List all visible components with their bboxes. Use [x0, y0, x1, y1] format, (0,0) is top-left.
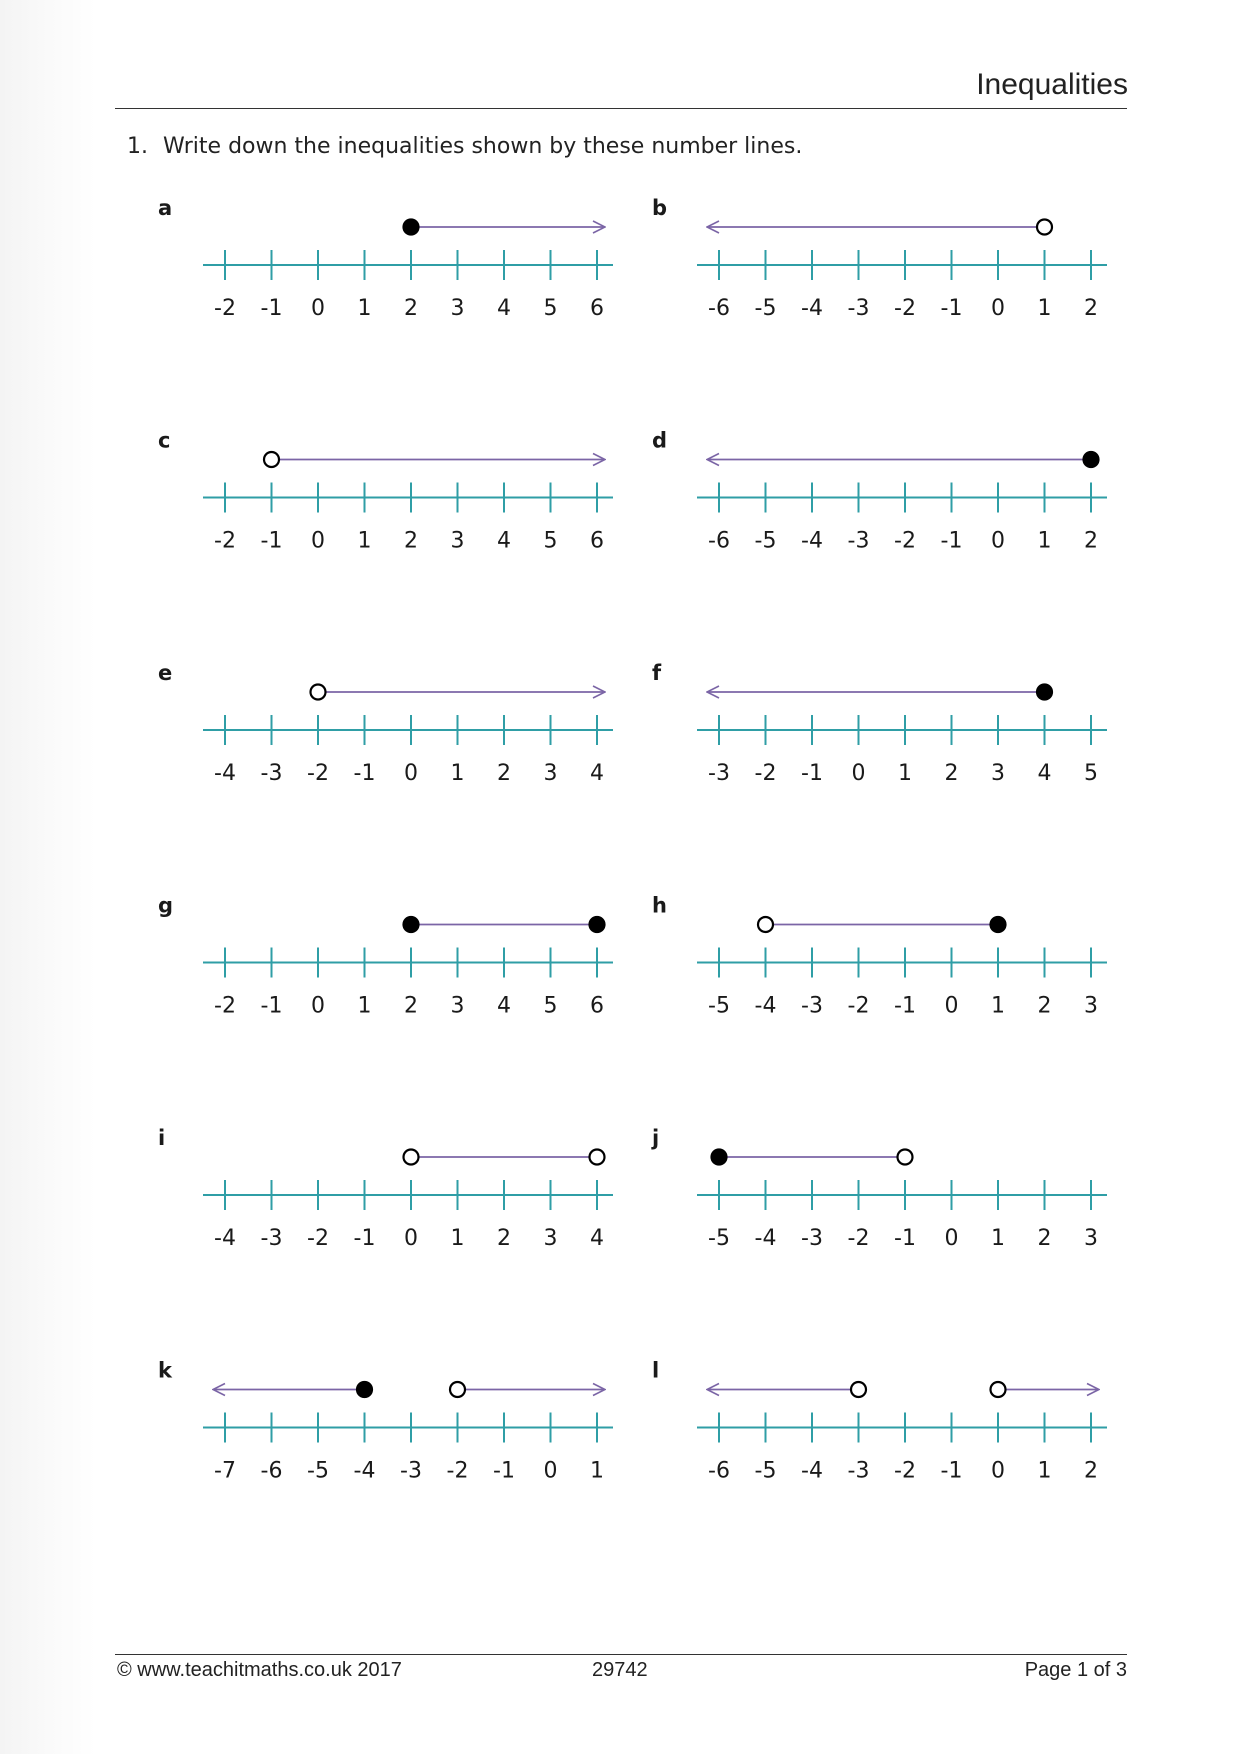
number-line-f: [652, 661, 1107, 786]
number-line-label: l: [652, 1358, 660, 1383]
closed-endpoint: [991, 917, 1006, 932]
tick-label: -2: [894, 1458, 916, 1484]
tick-label: 1: [450, 761, 465, 786]
footer-rule: [115, 1654, 1127, 1655]
tick-label: 4: [497, 993, 511, 1019]
tick-label: 3: [543, 1226, 558, 1251]
tick-label: -3: [847, 528, 870, 554]
tick-label: 0: [991, 528, 1005, 554]
closed-endpoint: [1037, 685, 1052, 700]
open-endpoint: [851, 1382, 866, 1397]
tick-label: -6: [708, 1458, 730, 1484]
tick-label: -7: [214, 1458, 236, 1484]
tick-label: -3: [260, 1226, 283, 1251]
tick-label: 1: [1037, 528, 1052, 554]
closed-endpoint: [357, 1382, 372, 1397]
tick-label: -4: [801, 296, 823, 321]
tick-label: -1: [940, 296, 963, 321]
tick-label: -1: [493, 1458, 515, 1484]
tick-label: 6: [590, 296, 604, 321]
tick-label: 1: [991, 993, 1005, 1019]
open-endpoint: [404, 1150, 419, 1165]
tick-label: 0: [543, 1458, 558, 1484]
tick-label: -2: [214, 993, 236, 1019]
tick-label: -4: [214, 1226, 236, 1251]
tick-label: 5: [1084, 761, 1098, 786]
tick-label: -6: [260, 1458, 283, 1484]
tick-label: -5: [307, 1458, 329, 1484]
tick-label: -4: [754, 1226, 777, 1251]
tick-label: -5: [754, 296, 777, 321]
tick-label: -6: [708, 528, 730, 554]
tick-label: 4: [497, 296, 511, 321]
tick-label: -2: [307, 1226, 329, 1251]
tick-label: -2: [847, 993, 870, 1019]
tick-label: 2: [497, 761, 511, 786]
tick-label: 0: [311, 993, 325, 1019]
tick-label: -2: [446, 1458, 469, 1484]
footer-resource-code: 29742: [592, 1659, 648, 1681]
tick-label: 2: [1084, 296, 1098, 321]
number-line-label: f: [652, 661, 662, 685]
question-number: 1.: [127, 134, 148, 159]
number-line-d: [652, 429, 1107, 554]
number-line-a: [158, 196, 613, 321]
number-line-label: c: [158, 428, 171, 453]
tick-label: 2: [404, 528, 418, 554]
number-line-e: [158, 661, 613, 786]
tick-label: 4: [590, 1226, 604, 1251]
tick-label: -1: [894, 1226, 916, 1251]
tick-label: 2: [497, 1226, 511, 1251]
tick-label: -5: [754, 1458, 777, 1484]
tick-label: 4: [1037, 761, 1052, 786]
tick-label: -4: [214, 761, 236, 786]
tick-label: 2: [1037, 993, 1052, 1019]
tick-label: -2: [307, 761, 329, 786]
tick-label: -1: [353, 1226, 376, 1251]
tick-label: -3: [708, 761, 730, 786]
closed-endpoint: [712, 1150, 727, 1165]
tick-label: 0: [311, 528, 325, 554]
tick-label: 1: [898, 761, 912, 786]
number-line-i: [158, 1126, 613, 1251]
number-line-label: g: [158, 893, 174, 918]
tick-label: 1: [357, 296, 372, 321]
tick-label: 1: [450, 1226, 465, 1251]
number-line-j: [651, 1126, 1107, 1251]
page-title: Inequalities: [976, 68, 1128, 101]
tick-label: -1: [353, 761, 376, 786]
tick-label: -6: [708, 296, 730, 321]
closed-endpoint: [1084, 452, 1099, 467]
number-line-label: e: [158, 661, 173, 685]
footer-copyright: © www.teachitmaths.co.uk 2017: [117, 1659, 402, 1681]
tick-label: 2: [944, 761, 959, 786]
closed-endpoint: [590, 917, 605, 932]
number-line-label: k: [158, 1358, 172, 1383]
tick-label: 0: [404, 761, 418, 786]
tick-label: -3: [260, 761, 283, 786]
closed-endpoint: [404, 220, 419, 235]
tick-label: 6: [590, 528, 604, 554]
number-line-label: h: [652, 893, 667, 918]
tick-label: 0: [991, 1458, 1005, 1484]
open-endpoint: [758, 917, 773, 932]
tick-label: -3: [801, 1226, 823, 1251]
tick-label: 5: [543, 296, 558, 321]
tick-label: 1: [357, 528, 372, 554]
tick-label: -1: [260, 528, 283, 554]
tick-label: 4: [590, 761, 604, 786]
tick-label: 0: [991, 296, 1005, 321]
number-line-k: [158, 1359, 613, 1484]
open-endpoint: [991, 1382, 1006, 1397]
tick-label: -4: [801, 528, 823, 554]
tick-label: -3: [400, 1458, 422, 1484]
tick-label: -1: [940, 1458, 963, 1484]
tick-label: 0: [944, 1226, 959, 1251]
tick-label: -1: [260, 993, 283, 1019]
tick-label: 3: [543, 761, 558, 786]
tick-label: -4: [353, 1458, 376, 1484]
tick-label: 1: [991, 1226, 1005, 1251]
number-line-label: a: [158, 196, 173, 220]
open-endpoint: [311, 685, 326, 700]
open-endpoint: [898, 1150, 913, 1165]
number-line-label: i: [158, 1126, 166, 1150]
footer-page-number: Page 1 of 3: [1024, 1659, 1127, 1681]
closed-endpoint: [404, 917, 419, 932]
tick-label: -2: [214, 296, 236, 321]
tick-label: 1: [357, 993, 372, 1019]
tick-label: -1: [801, 761, 823, 786]
tick-label: -5: [708, 1226, 730, 1251]
tick-label: -3: [801, 993, 823, 1019]
number-line-label: b: [652, 196, 668, 220]
number-line-h: [652, 894, 1107, 1019]
tick-label: 0: [851, 761, 866, 786]
tick-label: -2: [894, 296, 916, 321]
number-line-label: j: [652, 1126, 660, 1150]
tick-label: 3: [1084, 1226, 1098, 1251]
question-text: Write down the inequalities shown by these number lines.: [163, 134, 803, 159]
number-line-l: [652, 1359, 1107, 1484]
tick-label: 3: [991, 761, 1005, 786]
number-line-b: [652, 196, 1107, 321]
tick-label: 0: [944, 993, 959, 1019]
open-endpoint: [1037, 220, 1052, 235]
tick-label: 4: [497, 528, 511, 554]
tick-label: 2: [1084, 1458, 1098, 1484]
tick-label: 3: [450, 296, 465, 321]
number-line-g: [158, 894, 613, 1019]
tick-label: -1: [894, 993, 916, 1019]
tick-label: -2: [754, 761, 777, 786]
tick-label: -1: [260, 296, 283, 321]
tick-label: 2: [404, 296, 418, 321]
tick-label: -1: [940, 528, 963, 554]
tick-label: 2: [404, 993, 418, 1019]
tick-label: -3: [847, 296, 870, 321]
open-endpoint: [590, 1150, 605, 1165]
tick-label: 0: [404, 1226, 418, 1251]
tick-label: 3: [450, 993, 465, 1019]
tick-label: 0: [311, 296, 325, 321]
tick-label: -4: [754, 993, 777, 1019]
tick-label: 1: [590, 1458, 604, 1484]
tick-label: -4: [801, 1458, 823, 1484]
number-line-label: d: [652, 428, 668, 453]
tick-label: 1: [1037, 296, 1052, 321]
tick-label: -5: [708, 993, 730, 1019]
tick-label: 5: [543, 528, 558, 554]
tick-label: -2: [894, 528, 916, 554]
open-endpoint: [450, 1382, 465, 1397]
tick-label: 1: [1037, 1458, 1052, 1484]
tick-label: -3: [847, 1458, 870, 1484]
tick-label: 6: [590, 993, 604, 1019]
tick-label: -5: [754, 528, 777, 554]
open-endpoint: [264, 452, 279, 467]
tick-label: -2: [847, 1226, 870, 1251]
tick-label: 5: [543, 993, 558, 1019]
tick-label: 2: [1084, 528, 1098, 554]
tick-label: 2: [1037, 1226, 1052, 1251]
tick-label: -2: [214, 528, 236, 554]
tick-label: 3: [1084, 993, 1098, 1019]
tick-label: 3: [450, 528, 465, 554]
number-line-c: [158, 429, 613, 554]
